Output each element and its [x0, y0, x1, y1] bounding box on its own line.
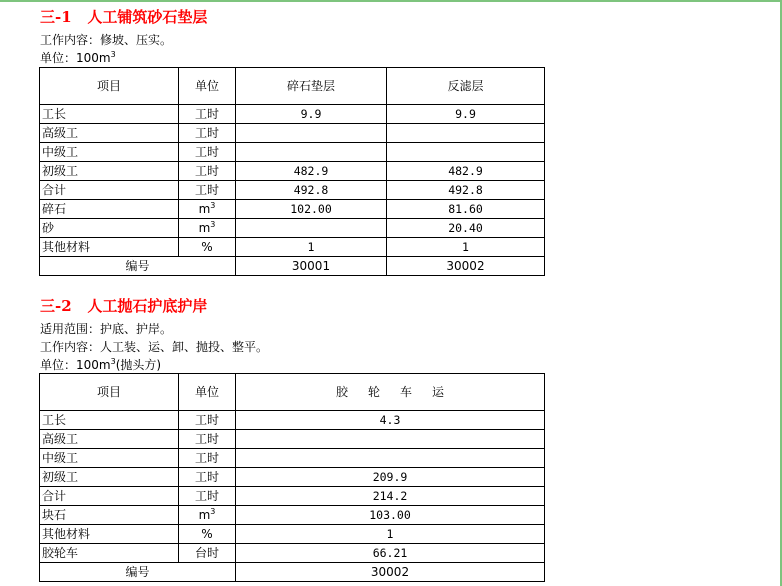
header-filter-layer: 反滤层: [387, 68, 545, 105]
unit-text: %: [201, 240, 213, 254]
filter-layer-value: 482.9: [387, 162, 545, 181]
header-item: 项目: [40, 68, 179, 105]
rubber-cart-transport-value: 1: [236, 525, 545, 544]
section2-table: [39, 373, 545, 582]
window-top-border: [0, 0, 782, 2]
unit-superscript: 3: [210, 201, 216, 210]
unit-text: 工时: [194, 413, 219, 427]
table-row: [40, 124, 545, 143]
section1-work-content: 工作内容：修坡、压实。: [40, 33, 173, 47]
header-item: 项目: [40, 374, 179, 411]
rubber-cart-transport-value: [236, 430, 545, 449]
item-cell: 工长: [40, 411, 179, 430]
rubber-cart-transport-value: 209.9: [236, 468, 545, 487]
unit-cell: [179, 143, 236, 162]
unit-text: 工时: [194, 183, 219, 197]
unit-cell: [179, 124, 236, 143]
unit-text: 工时: [194, 145, 219, 159]
unit-cell: [179, 430, 236, 449]
section1-title: 三-1 人工铺筑砂石垫层: [40, 8, 208, 26]
code-value: 30002: [387, 257, 545, 276]
table-row: [40, 544, 545, 563]
table-row: [40, 105, 545, 124]
unit-cell: [179, 219, 236, 238]
unit-cell: [179, 468, 236, 487]
unit-text: 工时: [194, 126, 219, 140]
gravel-cushion-value: 102.00: [236, 200, 387, 219]
code-value: 30002: [236, 563, 545, 582]
filter-layer-value: 492.8: [387, 181, 545, 200]
unit-text: 工时: [194, 164, 219, 178]
section2-header-row: [40, 374, 545, 411]
gravel-cushion-value: 492.8: [236, 181, 387, 200]
unit-cell: [179, 544, 236, 563]
gravel-cushion-value: 1: [236, 238, 387, 257]
filter-layer-value: [387, 124, 545, 143]
unit-cell: [179, 487, 236, 506]
unit-text: %: [201, 527, 213, 541]
unit-text: m: [198, 202, 211, 216]
section1-table: [39, 67, 545, 276]
section2-unit-suffix: (抛头方): [115, 358, 162, 372]
table-row: [40, 506, 545, 525]
unit-cell: [179, 449, 236, 468]
header-gravel-cushion: 碎石垫层: [236, 68, 387, 105]
item-cell: 初级工: [40, 468, 179, 487]
filter-layer-value: 20.40: [387, 219, 545, 238]
gravel-cushion-value: [236, 124, 387, 143]
unit-cell: [179, 181, 236, 200]
unit-cell: [179, 411, 236, 430]
item-cell: 其他材料: [40, 238, 179, 257]
item-cell: 中级工: [40, 449, 179, 468]
unit-cell: [179, 200, 236, 219]
unit-text: m: [198, 221, 211, 235]
section2-unit-sup: 3: [110, 357, 116, 366]
item-cell: 胶轮车: [40, 544, 179, 563]
filter-layer-value: 1: [387, 238, 545, 257]
item-cell: 其他材料: [40, 525, 179, 544]
table-row: [40, 411, 545, 430]
code-row: [40, 257, 545, 276]
item-cell: 高级工: [40, 430, 179, 449]
header-unit: 单位: [179, 68, 236, 105]
gravel-cushion-value: [236, 219, 387, 238]
gravel-cushion-value: 482.9: [236, 162, 387, 181]
header-rubber-cart-transport: 胶轮车运: [236, 374, 545, 411]
rubber-cart-transport-value: 66.21: [236, 544, 545, 563]
item-cell: 块石: [40, 506, 179, 525]
unit-text: m: [198, 508, 211, 522]
table-row: [40, 200, 545, 219]
section2-work-content: 工作内容：人工装、运、卸、抛投、整平。: [40, 340, 269, 354]
table-row: [40, 430, 545, 449]
rubber-cart-transport-value: 4.3: [236, 411, 545, 430]
item-cell: 合计: [40, 487, 179, 506]
table-row: [40, 162, 545, 181]
code-label: 编号: [40, 257, 236, 276]
code-label: 编号: [40, 563, 236, 582]
item-cell: 初级工: [40, 162, 179, 181]
unit-cell: [179, 238, 236, 257]
table-row: [40, 238, 545, 257]
item-cell: 碎石: [40, 200, 179, 219]
unit-text: 台时: [194, 546, 219, 560]
gravel-cushion-value: [236, 143, 387, 162]
header-unit: 单位: [179, 374, 236, 411]
unit-cell: [179, 162, 236, 181]
rubber-cart-transport-value: [236, 449, 545, 468]
section1-unit-text: 单位：100m: [40, 51, 111, 65]
item-cell: 高级工: [40, 124, 179, 143]
code-value: 30001: [236, 257, 387, 276]
unit-text: 工时: [194, 489, 219, 503]
unit-cell: [179, 525, 236, 544]
filter-layer-value: 9.9: [387, 105, 545, 124]
unit-text: 工时: [194, 107, 219, 121]
table-row: [40, 143, 545, 162]
unit-cell: [179, 105, 236, 124]
unit-cell: [179, 506, 236, 525]
section1-header-row: [40, 68, 545, 105]
section1-unit-sup: 3: [110, 50, 116, 59]
item-cell: 砂: [40, 219, 179, 238]
rubber-cart-transport-value: 214.2: [236, 487, 545, 506]
unit-text: 工时: [194, 451, 219, 465]
filter-layer-value: [387, 143, 545, 162]
gravel-cushion-value: 9.9: [236, 105, 387, 124]
table-row: [40, 487, 545, 506]
table-row: [40, 181, 545, 200]
section2-unit-text: 单位：100m: [40, 358, 111, 372]
item-cell: 工长: [40, 105, 179, 124]
table-row: [40, 525, 545, 544]
table-row: [40, 468, 545, 487]
section2-scope: 适用范围：护底、护岸。: [40, 322, 173, 336]
section2-title: 三-2 人工抛石护底护岸: [40, 297, 208, 315]
table-row: [40, 449, 545, 468]
unit-superscript: 3: [210, 220, 216, 229]
unit-superscript: 3: [210, 507, 216, 516]
table-row: [40, 219, 545, 238]
filter-layer-value: 81.60: [387, 200, 545, 219]
code-row: [40, 563, 545, 582]
item-cell: 中级工: [40, 143, 179, 162]
unit-text: 工时: [194, 432, 219, 446]
item-cell: 合计: [40, 181, 179, 200]
section2-unit: [40, 356, 161, 373]
section1-unit: [40, 49, 116, 66]
unit-text: 工时: [194, 470, 219, 484]
rubber-cart-transport-value: 103.00: [236, 506, 545, 525]
